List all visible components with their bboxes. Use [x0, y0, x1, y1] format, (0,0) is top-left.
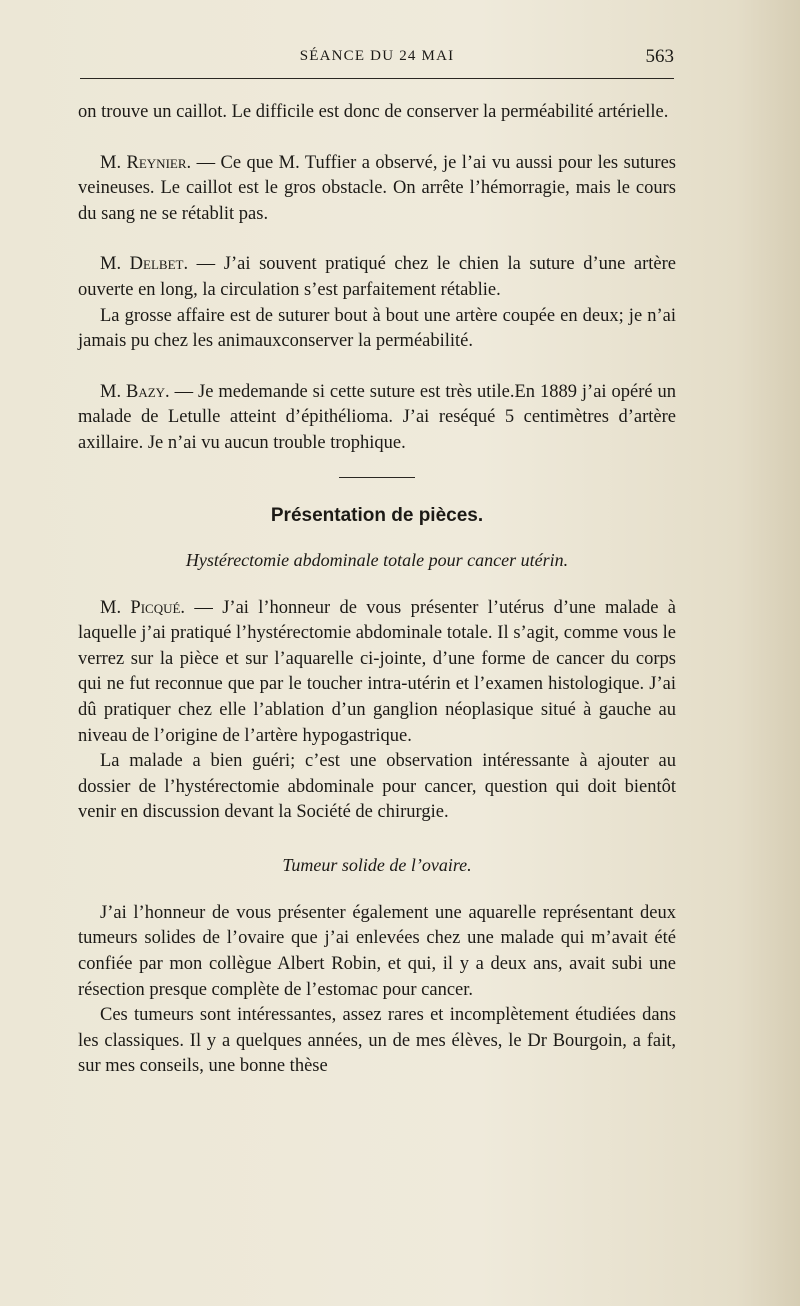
speaker-name: M. Picqué. — [100, 597, 186, 618]
paragraph-ovaire-continued: Ces tumeurs sont intéressantes, assez rares et incomplètement étudiées dans les classiques. Il y a quelques années, un de mes élèves, le Dr Bourgoin, a fait, sur mes conseils, une bonne thèse — [78, 1005, 676, 1077]
header-rule — [80, 78, 674, 79]
speech-text: — Ce que M. Tuffier a observé, je l’ai vu aussi pour les sutures veineuses. Le caillot est le gros obstacle. On arrête l’hémorragie, mais le cours du sang ne se rétablit pas. — [78, 152, 676, 224]
paragraph-picque-continued: La malade a bien guéri; c’est une observation intéressante à ajouter au dossier de l’hystérectomie abdominale pour cancer, question qui doit bientôt venir en discussion devant la Société de chirurgie. — [78, 751, 676, 823]
subheading-hysterectomie: Hystérectomie abdominale totale pour cancer utérin. — [185, 549, 569, 570]
paragraph-continued: on trouve un caillot. Le difficile est donc de conserver la perméabilité artérielle. — [78, 102, 669, 122]
running-head — [80, 44, 674, 70]
paragraph-picque — [78, 596, 676, 750]
speech-text: — Je medemande si cette suture est très utile.En 1889 j’ai opéré un malade de Letulle atteint d’épithélioma. J’ai reséqué 5 centimètres d’artère axillaire. Je n’ai vu aucun trouble trophique. — [78, 381, 676, 453]
page-number: 563 — [645, 46, 674, 67]
paragraph-delbet — [78, 252, 676, 303]
speech-text: — J’ai souvent pratiqué chez le chien la suture d’une artère ouverte en long, la circulation s’est parfaitement rétablie. — [78, 254, 677, 300]
speaker-name: M. Delbet. — [100, 254, 189, 275]
running-title: SÉANCE DU 24 MAI — [299, 48, 455, 64]
paragraph-ovaire: J’ai l’honneur de vous présenter également une aquarelle représentant deux tumeurs solides de l’ovaire que j’ai enlevées chez une malade qui m’avait été confiée par mon collègue Albert Robin, et qui, il y a deux ans, avait subi une résection presque complète de l’estomac pour cancer. — [78, 902, 676, 1000]
paragraph-delbet-continued: La grosse affaire est de suturer bout à bout une artère coupée en deux; je n’ai jamais pu chez les animauxconserver la perméabilité. — [78, 305, 676, 352]
section-divider — [339, 477, 415, 478]
section-title: Présentation de pièces. — [270, 504, 484, 526]
paragraph-reynier — [78, 151, 676, 228]
subheading-tumeur-ovaire: Tumeur solide de l’ovaire. — [282, 854, 472, 875]
paragraph-bazy — [78, 380, 676, 457]
speaker-name: M. Bazy. — [100, 381, 170, 402]
speaker-name: M. Reynier. — [100, 152, 192, 173]
page-content — [78, 100, 676, 1080]
speech-text: — J’ai l’honneur de vous présenter l’utérus d’une malade à laquelle j’ai pratiqué l’hystérectomie abdominale totale. Il s’agit, comme vous le verrez sur la pièce et sur l’aquarelle ci-jointe, d’une forme de cancer du corps qui ne fut reconnue que par le toucher intra-utérin et l’examen histologique. J’ai dû pratiquer chez elle l’ablation d’un ganglion néoplasique situé à gauche au niveau de l’origine de l’artère hypogastrique. — [78, 597, 676, 746]
